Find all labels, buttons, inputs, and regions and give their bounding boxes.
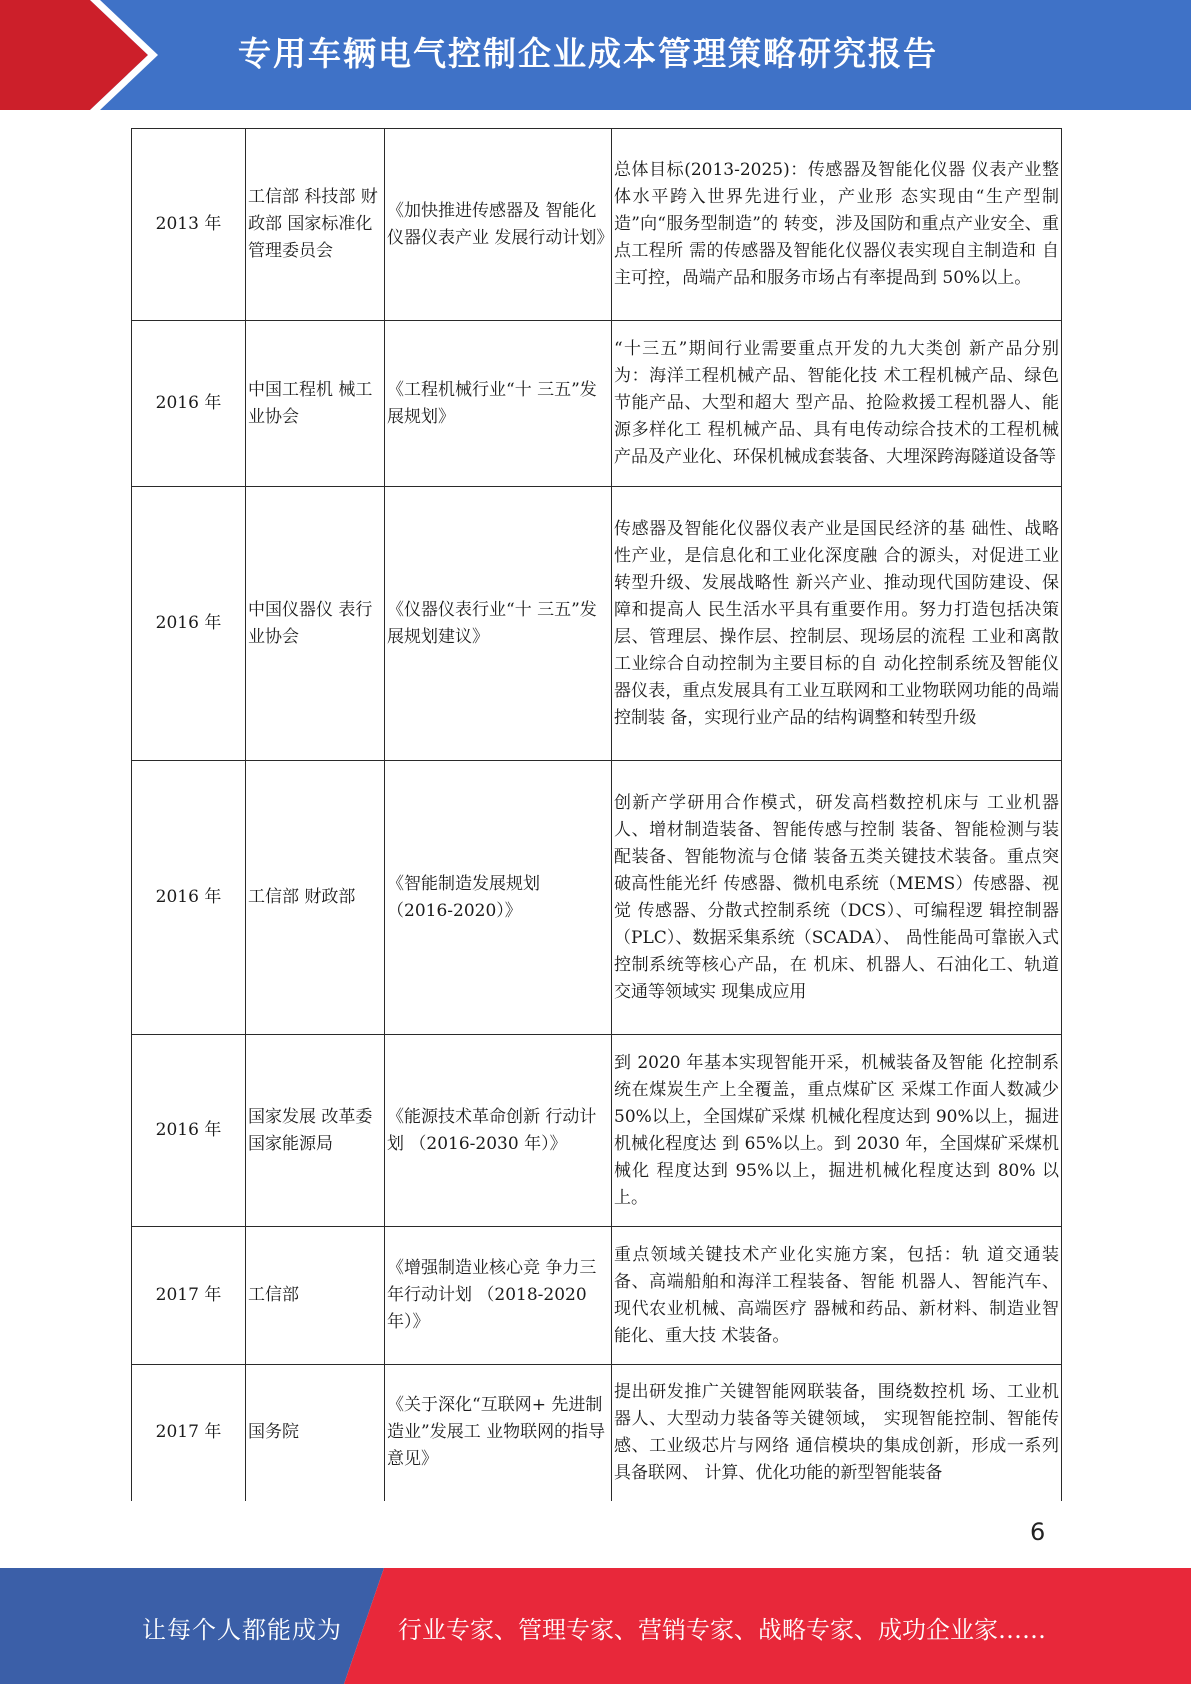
- table-row: [132, 321, 1062, 487]
- content-cell: 总体目标(2013-2025)：传感器及智能化仪器 仪表产业整体水平跨入世界先进行业，产业形 态实现由“生产型制造”向“服务型制造”的 转变，涉及国防和重点产业安全、重点工程所 需的传感器及智能化仪器仪表实现自主制造和 自主可控，咼端产品和服务市场占有率提咼到 50%以上。: [612, 129, 1062, 321]
- page-footer: [0, 1568, 1191, 1684]
- year-cell: 2016 年: [132, 321, 246, 487]
- issuer-cell: 中国仪器仪 表行业协会: [246, 487, 385, 761]
- table-row: [132, 487, 1062, 761]
- document-cell: 《仪器仪表行业“十 三五”发展规划建议》: [385, 487, 612, 761]
- issuer-cell: 中国工程机 械工业协会: [246, 321, 385, 487]
- content-cell: “十三五”期间行业需要重点开发的九大类创 新产品分别为：海洋工程机械产品、智能化技 术工程机械产品、绿色节能产品、大型和超大 型产品、抢险救援工程机器人、能源多样化工 程机械产品、具有电传动综合技术的工程机械 产品及产业化、环保机械成套装备、大埋深跨海隧道设备等: [612, 321, 1062, 487]
- document-title: 专用车辆电气控制企业成本管理策略研究报告: [238, 34, 938, 73]
- table-row: [132, 761, 1062, 1035]
- year-cell: 2016 年: [132, 1035, 246, 1227]
- year-cell: 2016 年: [132, 761, 246, 1035]
- issuer-cell: 工信部 科技部 财政部 国家标准化 管理委员会: [246, 129, 385, 321]
- document-cell: 《关于深化“互联网+ 先进制造业”发展工 业物联网的指导意见》: [385, 1365, 612, 1501]
- content-cell: 到 2020 年基本实现智能开采，机械装备及智能 化控制系统在煤炭生产上全覆盖，重点煤矿区 采煤工作面人数减少 50%以上，全国煤矿采煤 机械化程度达到 90%以上，掘进机械化程度达 到 65%以上。到 2030 年，全国煤矿采煤机械化 程度达到 95%以上，掘进机械化程度达到 80% 以上。: [612, 1035, 1062, 1227]
- issuer-cell: 国家发展 改革委 国家能源局: [246, 1035, 385, 1227]
- issuer-cell: 工信部: [246, 1227, 385, 1365]
- red-arrow-shape: [0, 0, 148, 110]
- document-cell: 《增强制造业核心竞 争力三年行动计划 （2018-2020 年）》: [385, 1227, 612, 1365]
- document-cell: 《工程机械行业“十 三五”发展规划》: [385, 321, 612, 487]
- footer-slogan-left: 让每个人都能成为: [142, 1616, 342, 1644]
- document-cell: 《能源技术革命创新 行动计划 （2016-2030 年）》: [385, 1035, 612, 1227]
- content-cell: 提出研发推广关键智能网联装备，围绕数控机 场、工业机器人、大型动力装备等关键领域， 实现智能控制、智能传感、工业级芯片与网络 通信模块的集成创新，形成一系列具备联网、 计算、优化功能的新型智能装备: [612, 1365, 1062, 1501]
- footer-slogan-right: 行业专家、管理专家、营销专家、战略专家、成功企业家……: [398, 1616, 1046, 1644]
- content-cell: 重点领域关键技术产业化实施方案，包括：轨 道交通装备、高端船舶和海洋工程装备、智能 机器人、智能汽车、现代农业机械、高端医疗 器械和药品、新材料、制造业智能化、重大技 术装备。: [612, 1227, 1062, 1365]
- issuer-cell: 国务院: [246, 1365, 385, 1501]
- issuer-cell: 工信部 财政部: [246, 761, 385, 1035]
- year-cell: 2017 年: [132, 1365, 246, 1501]
- table-row: [132, 129, 1062, 321]
- document-cell: 《加快推进传感器及 智能化仪器仪表产业 发展行动计划》: [385, 129, 612, 321]
- table-row: [132, 1035, 1062, 1227]
- year-cell: 2017 年: [132, 1227, 246, 1365]
- page-header: [0, 0, 1191, 110]
- table-row: [132, 1227, 1062, 1365]
- policy-table: [131, 128, 1062, 1501]
- content-cell: 创新产学研用合作模式，研发高档数控机床与 工业机器人、增材制造装备、智能传感与控制 装备、智能检测与装配装备、智能物流与仓储 装备五类关键技术装备。重点突破高性能光纤 传感器、微机电系统（MEMS）传感器、视觉 传感器、分散式控制系统（DCS）、可编程逻 辑控制器（PLC）、数据采集系统（SCADA）、 咼性能咼可靠嵌入式控制系统等核心产品，在 机床、机器人、石油化工、轨道交通等领域实 现集成应用: [612, 761, 1062, 1035]
- page-number: 6: [1030, 1518, 1046, 1546]
- content-cell: 传感器及智能化仪器仪表产业是国民经济的基 础性、战略性产业，是信息化和工业化深度融 合的源头，对促进工业转型升级、发展战略性 新兴产业、推动现代国防建设、保障和提高人 民生活水平具有重要作用。努力打造包括决策 层、管理层、操作层、控制层、现场层的流程 工业和离散工业综合自动控制为主要目标的自 动化控制系统及智能仪器仪表，重点发展具有工业互联网和工业物联网功能的咼端控制装 备，实现行业产品的结构调整和转型升级: [612, 487, 1062, 761]
- year-cell: 2016 年: [132, 487, 246, 761]
- table-row: [132, 1365, 1062, 1501]
- document-cell: 《智能制造发展规划 （2016-2020）》: [385, 761, 612, 1035]
- year-cell: 2013 年: [132, 129, 246, 321]
